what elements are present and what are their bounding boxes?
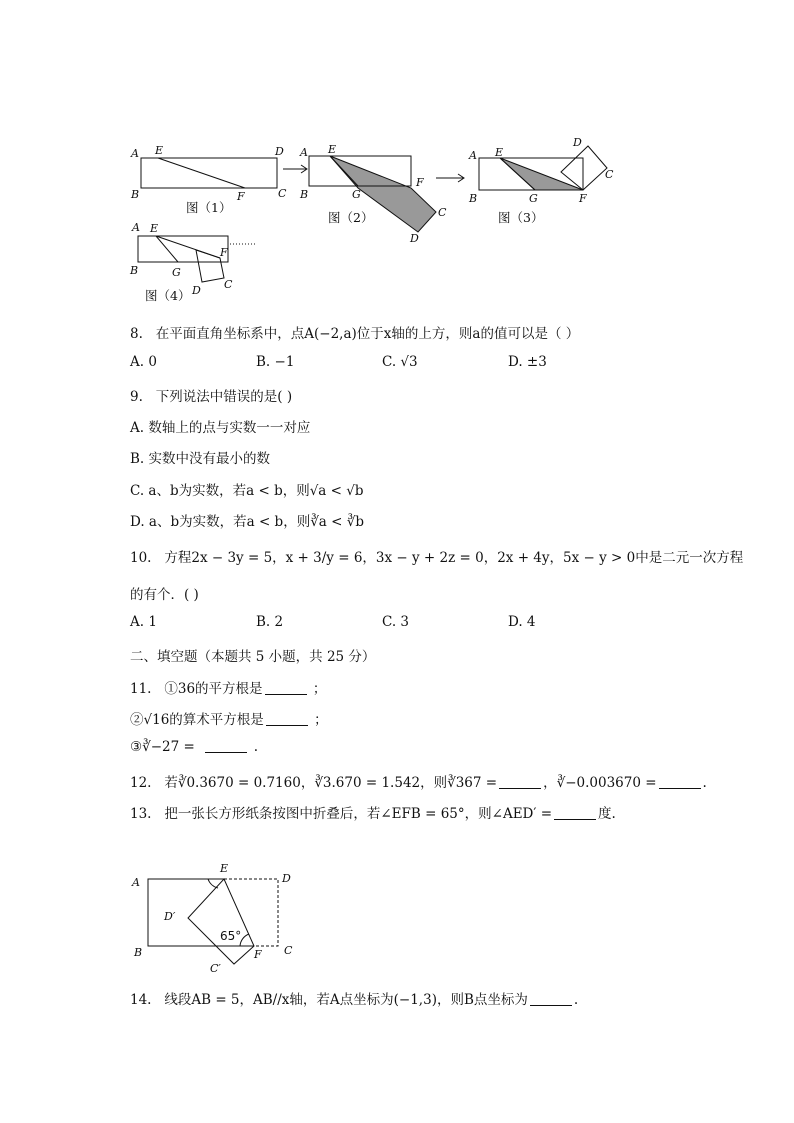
question-number: 9. [130,389,143,405]
svg-text:C: C [605,168,614,181]
svg-text:C′: C′ [210,962,221,975]
svg-text:D: D [275,145,284,158]
option-c[interactable]: C. a、b为实数，若a < b，则√a < √b [130,483,364,499]
answer-blank[interactable] [266,724,308,726]
answer-blank[interactable] [265,693,307,695]
svg-text:D: D [573,136,582,149]
option-b[interactable]: B. −1 [256,354,295,370]
svg-text:G: G [172,266,181,279]
question-11-part-2 [130,708,328,728]
question-text: 下列说法中错误的是( ) [155,389,293,405]
answer-blank[interactable] [205,751,247,753]
section-title: 二、填空题（本题共 5 小题，共 25 分） [130,649,376,665]
figure-1-caption: 图（1） [186,200,232,215]
svg-text:A: A [132,876,140,889]
svg-text:B: B [130,264,139,277]
question-part-3: ③∛−27 = [130,739,195,755]
svg-text:F: F [220,246,228,259]
answer-blank[interactable] [659,787,701,789]
svg-text:G: G [352,188,361,201]
option-d[interactable]: D. ±3 [508,354,547,370]
question-number: 10. [130,550,152,566]
fold-figure-3 [465,132,625,222]
svg-text:D: D [282,872,291,885]
question-number: 13. [130,806,152,822]
svg-text:A: A [469,149,477,162]
svg-text:B: B [134,946,143,959]
question-number: 14. [130,992,152,1008]
question-part-2: ②√16的算术平方根是 [130,712,264,728]
svg-text:G: G [529,192,538,205]
arrow-right-icon [435,172,467,184]
option-a[interactable]: A. 1 [130,614,157,630]
unit: 度. [598,806,616,822]
figure-4-caption: 图（4） [145,288,191,303]
option-d[interactable]: D. a、b为实数，若a < b，则∛a < ∛b [130,514,364,530]
question-10-continued: 的有个．( ) [130,587,199,603]
figure-2-caption: 图（2） [328,210,374,225]
svg-text:E: E [155,144,164,157]
option-a[interactable]: A. 数轴上的点与实数一一对应 [130,420,311,436]
svg-text:C: C [438,206,447,219]
question-13 [130,802,616,822]
svg-text:E: E [328,143,337,156]
question-10 [130,546,743,566]
option-d[interactable]: D. 4 [508,614,536,630]
svg-text:D′: D′ [164,910,176,923]
question-part-1: ①36的平方根是 [164,681,263,697]
svg-text:F: F [416,176,424,189]
fold-figure-2 [298,140,458,250]
question-text: 方程2x − 3y = 5，x + 3/y = 6，3x − y + 2z = 0，2x + 4y，5x − y > 0中是二元一次方程 [164,550,744,566]
angle-label: 65° [220,929,242,943]
svg-text:E: E [150,222,159,235]
svg-text:A: A [300,146,308,159]
svg-text:F: F [254,948,262,961]
answer-blank[interactable] [530,1004,572,1006]
option-c[interactable]: C. √3 [382,354,418,370]
question-number: 11. [130,681,152,697]
svg-text:A: A [131,147,139,160]
question-text: 线段AB = 5，AB//x轴，若A点坐标为(−1,3)，则B点坐标为 [164,992,528,1008]
svg-text:E: E [495,146,504,159]
answer-blank[interactable] [499,787,541,789]
option-c[interactable]: C. 3 [382,614,410,630]
svg-text:C: C [224,278,233,291]
svg-text:B: B [300,188,309,201]
question-14: 14. 线段AB = 5，AB//x轴，若A点坐标为(−1,3)，则B点坐标为 . [130,992,579,1008]
figure-3-caption: 图（3） [498,210,544,225]
question-8 [130,322,579,342]
svg-text:F: F [237,190,245,203]
question-number: 12. [130,775,152,791]
question-12: 12. 若∛0.3670 = 0.7160，∛3.670 = 1.542，则∛367 = ，∛−0.003670 = . [130,775,707,791]
period: . [253,739,258,755]
svg-text:A: A [132,221,140,234]
option-b[interactable]: B. 实数中没有最小的数 [130,451,271,467]
question-text-b: ，∛−0.003670 = [543,775,657,791]
svg-text:C: C [284,944,293,957]
question-text: 把一张长方形纸条按图中折叠后，若∠EFB = 65°，则∠AED′ = [164,806,553,822]
question-number: 8. [130,326,143,342]
question-text: 若∛0.3670 = 0.7160，∛3.670 = 1.542，则∛367 = [164,775,498,791]
semicolon: ； [314,712,328,728]
svg-text:E: E [220,862,229,875]
option-a[interactable]: A. 0 [130,354,157,370]
svg-text:D: D [410,232,419,245]
answer-blank[interactable] [554,818,596,820]
svg-text:B: B [469,192,478,205]
svg-text:C: C [278,187,287,200]
fold-figure-q13 [128,860,318,978]
svg-text:F: F [579,192,587,205]
question-11-part-3 [130,739,258,755]
option-b[interactable]: B. 2 [256,614,284,630]
question-9 [130,385,292,405]
semicolon: ； [312,681,327,697]
question-text: 在平面直角坐标系中，点A(−2,a)位于x轴的上方，则a的值可以是（ ） [155,326,580,342]
question-11 [130,677,326,697]
svg-text:D: D [192,284,201,297]
svg-text:B: B [131,188,140,201]
